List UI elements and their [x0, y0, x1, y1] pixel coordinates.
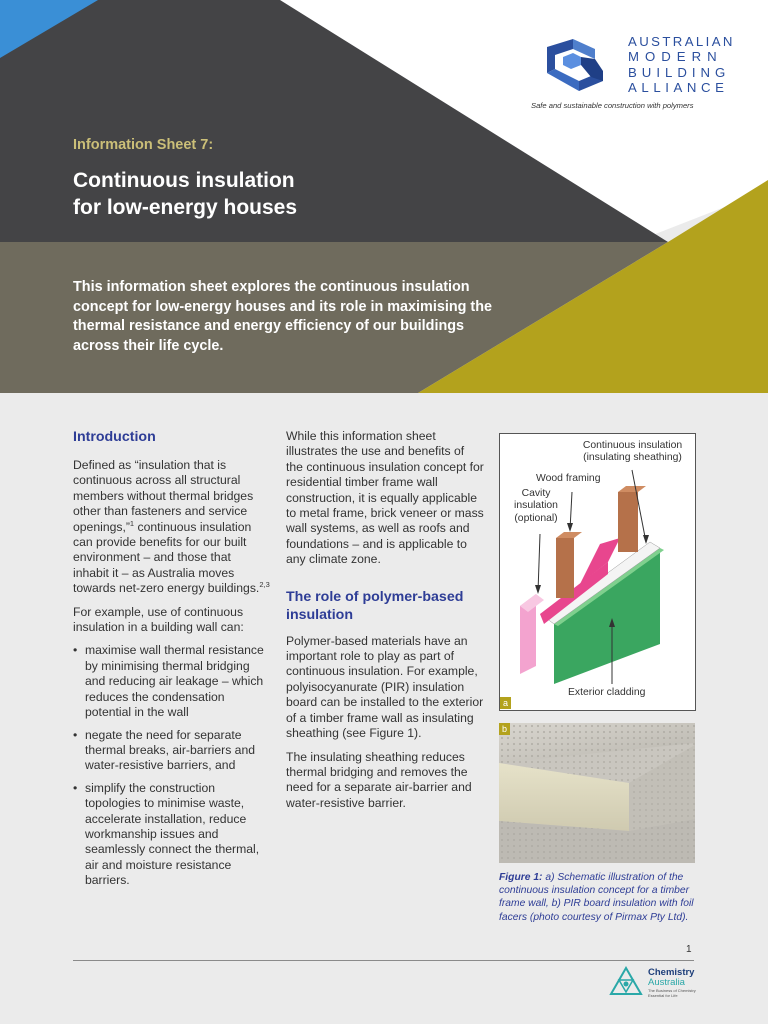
intro-paragraph: This information sheet explores the continuous insulation concept for low-energy houses and its role in maximising the thermal resistance and energy efficiency of our buildings across their life cycle. [73, 279, 493, 355]
wood-stud-1 [556, 538, 574, 598]
amba-logo-text [628, 34, 735, 96]
chemistry-australia-logo-icon [607, 966, 645, 998]
caption-text: a) Schematic illustration of the continuous insulation concept for a timber frame wall, b) PIR board insulation with foil facers (photo courtesy of Pirmax Pty Ltd). [499, 872, 694, 923]
polymer-heading: The role of polymer-based insulation [286, 588, 464, 623]
label-wood-framing: Wood framing [536, 473, 601, 484]
wood-stud-2 [618, 492, 638, 552]
sheet-label: Information Sheet 7: [73, 137, 214, 153]
label-exterior-cladding: Exterior cladding [568, 687, 646, 698]
footer-divider [73, 960, 694, 961]
benefits-list [73, 643, 270, 888]
intro-definition-paragraph: Defined as “insulation that is continuous across all structural members without thermal bridges other than fasteners and service openings,”$^1$ continuous insulation can provide benefits for our built environment – and those that inhabit it – as Australia moves towards net-zero energy buildings.$^{2,3}$ [73, 458, 270, 596]
label-continuous-insulation: Continuous insulation (insulating sheathing) [582, 440, 683, 464]
column-polymer [286, 429, 484, 819]
sheathing-paragraph: The insulating sheathing reduces thermal bridging and removes the need for a separate air-barrier and water-resistive barrier. [286, 749, 472, 810]
page-title [73, 167, 297, 221]
list-item: • simplify the construction topologies to minimise waste, accelerate installation, reduce workmanship issues and seamlessly connect the thermal, air and moisture resistance barriers. [73, 781, 270, 889]
page-number: 1 [686, 944, 692, 955]
title-line-2: for low-energy houses [73, 196, 298, 219]
polymer-paragraph: Polymer-based materials have an important role to play as part of continuous insulation. For example, polyisocyanurate (PIR) insulation board can be installed to the exterior of a timber frame wall as insulating sheathing (see Figure 1). [286, 633, 484, 741]
list-item: • negate the need for separate thermal breaks, air-barriers and water-resistive barriers, and [73, 728, 270, 774]
figure-tag-a: a [500, 697, 511, 709]
example-paragraph: For example, use of continuous insulation in a building wall can: [73, 604, 244, 635]
figure-b-photo [499, 723, 695, 863]
figure-tag-b: b [499, 723, 510, 735]
column-introduction [73, 428, 270, 896]
pir-board-photo [499, 723, 695, 863]
amba-logo-icon [533, 35, 623, 99]
logo-tagline: Safe and sustainable construction with polymers [531, 101, 694, 110]
figure-caption [499, 871, 699, 924]
logo-line-australian: AUSTRALIAN [628, 34, 735, 49]
list-item: • maximise wall thermal resistance by minimising thermal bridging and reducing air leakage – which reduces the condensation potential in the wall [73, 643, 270, 720]
logo-line-modern: MODERN [628, 49, 723, 65]
logo-line-building: BUILDING [628, 64, 731, 80]
chemistry-australia-logo-text: Chemistry Australia The Business of Chemistry Essential for Life [648, 967, 696, 998]
label-cavity-insulation: Cavity insulation (optional) [514, 488, 558, 524]
introduction-heading: Introduction [73, 429, 156, 445]
caption-label: Figure 1: [499, 872, 543, 883]
scope-paragraph: While this information sheet illustrates the use and benefits of the continuous insulation concept for residential timber frame wall construction, it is equally applicable to metal frame, brick veneer or mass wall systems, as well as roofs and foundations – and is applicable to any climate zone. [286, 429, 484, 567]
footnote-ref-1: 1 [129, 518, 135, 528]
title-line-1: Continuous insulation [73, 169, 295, 192]
logo-line-alliance: ALLIANCE [628, 80, 729, 96]
footnote-ref-2-3: 2,3 [259, 580, 270, 590]
figure-a-diagram [499, 433, 696, 711]
